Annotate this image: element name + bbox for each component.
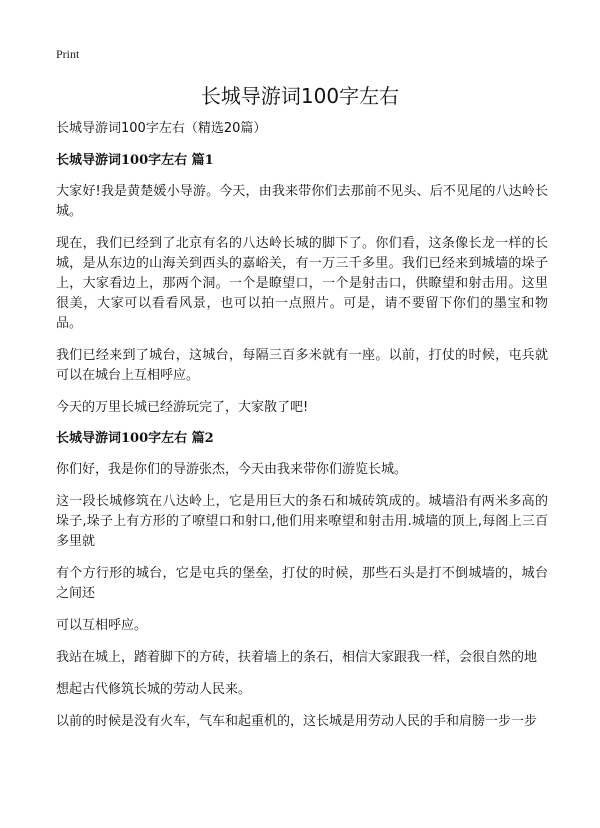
paragraph: 可以互相呼应。 (56, 618, 148, 633)
section-heading: 长城导游词100字左右 篇1 (56, 153, 214, 168)
paragraph: 想起古代修筑长城的劳动人民来。 (56, 682, 252, 697)
paragraph: 以前的时候是没有火车，气车和起重机的，这长城是用劳动人民的手和肩膀一步一步 (56, 714, 538, 729)
document-body (56, 120, 548, 744)
page-title: 长城导游词100字左右 (200, 84, 400, 108)
paragraph: 这一段长城修筑在八达岭上，它是用巨大的条石和城砖筑成的。城墙沿有两米多高的垛子,垛子上有方形的了嘹望口和射口,他们用来嘹望和射击用.城墙的顶上,每阁上三百多里就 (56, 494, 548, 549)
paragraph: 大家好!我是黄楚媛小导游。今天，由我来带你们去那前不见头、后不见尾的八达岭长城。 (56, 184, 548, 219)
paragraph: 你们好，我是你们的导游张杰，今天由我来带你们游览长城。 (56, 462, 408, 477)
paragraph: 我们已经来到了城台，这城台，每隔三百多米就有一座。以前，打仗的时候，屯兵就可以在城台上互相呼应。 (56, 348, 548, 383)
print-link[interactable]: Print (56, 47, 80, 61)
section-1 (56, 152, 548, 418)
paragraph: 今天的万里长城已经游玩完了，大家散了吧! (56, 400, 309, 415)
paragraph: 我站在城上，踏着脚下的方砖，扶着墙上的条石，相信大家跟我一样，会很自然的地 (56, 650, 538, 665)
paragraph: 现在，我们已经到了北京有名的八达岭长城的脚下了。你们看，这条像长龙一样的长城，是从东边的山海关到西头的嘉峪关，有一万三千多里。我们已经来到城墙的垛子上，大家看边上，那两个洞。一个是瞭望口，一个是射击口，供瞭望和射击用。这里很美，大家可以看看风景，也可以拍一点照片。可是，请不要留下你们的墨宝和物品。 (56, 236, 548, 331)
paragraph: 有个方行形的城台，它是屯兵的堡垒，打仗的时候，那些石头是打不倒城墙的，城台之间还 (56, 566, 548, 601)
section-2 (56, 430, 548, 732)
document-subtitle: 长城导游词100字左右（精选20篇） (56, 121, 267, 136)
section-heading: 长城导游词100字左右 篇2 (56, 431, 214, 446)
